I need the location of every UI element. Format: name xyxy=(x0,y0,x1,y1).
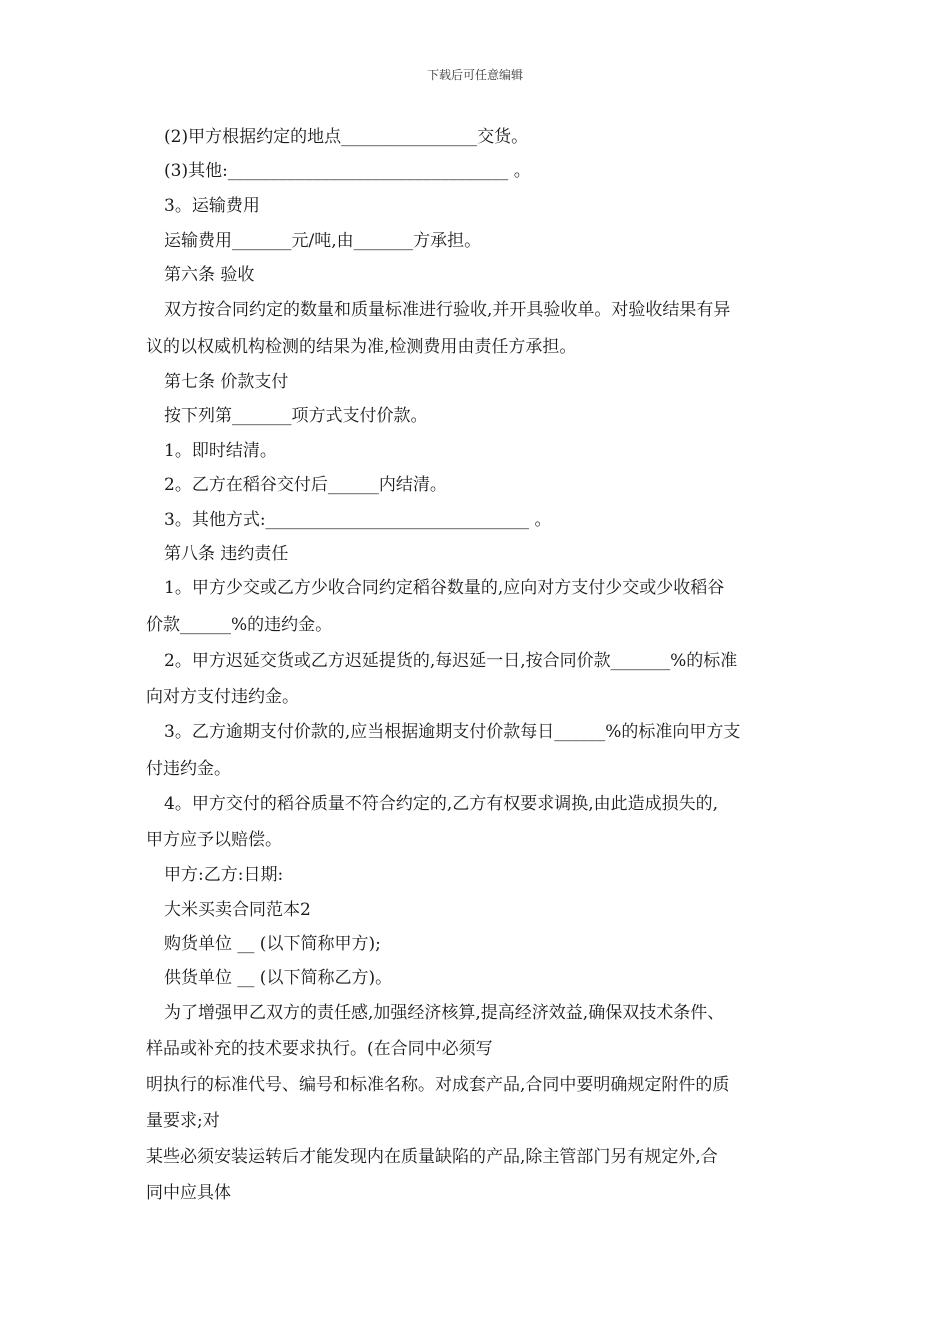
text-line: 甲方应予以赔偿。 xyxy=(146,830,282,850)
text-line: (2)甲方根据约定的地点________________交货。 xyxy=(164,127,529,147)
section-heading: 第八条 违约责任 xyxy=(164,544,289,564)
text-line: 4。甲方交付的稻谷质量不符合约定的,乙方有权要求调换,由此造成损失的, xyxy=(164,794,719,814)
document-title: 大米买卖合同范本2 xyxy=(164,900,311,920)
section-heading: 第六条 验收 xyxy=(164,265,255,285)
text-line: 3。其他方式:_______________________________ 。 xyxy=(164,510,552,530)
text-line: 双方按合同约定的数量和质量标准进行验收,并开具验收单。对验收结果有异 xyxy=(164,300,731,320)
text-line: 购货单位 __ (以下简称甲方); xyxy=(164,934,381,954)
page-header: 下载后可任意编辑 xyxy=(426,68,523,82)
text-line: 量要求;对 xyxy=(146,1111,220,1131)
section-heading: 第七条 价款支付 xyxy=(164,372,289,392)
signature-line: 甲方:乙方:日期: xyxy=(164,865,284,885)
text-line: 为了增强甲乙双方的责任感,加强经济核算,提高经济效益,确保双技术条件、 xyxy=(164,1003,725,1023)
text-line: 按下列第_______项方式支付价款。 xyxy=(164,406,428,426)
text-line: 3。运输费用 xyxy=(164,196,260,216)
text-line: 1。甲方少交或乙方少收合同约定稻谷数量的,应向对方支付少交或少收稻谷 xyxy=(164,578,725,598)
text-line: 价款______%的违约金。 xyxy=(146,615,333,635)
text-line: 2。乙方在稻谷交付后______内结清。 xyxy=(164,475,447,495)
text-line: 运输费用_______元/吨,由_______方承担。 xyxy=(164,231,482,251)
text-line: (3)其他:_________________________________ 。 xyxy=(164,161,531,181)
text-line: 供货单位 __ (以下简称乙方)。 xyxy=(164,968,393,988)
text-line: 同中应具体 xyxy=(146,1183,231,1203)
text-line: 向对方支付违约金。 xyxy=(146,687,299,707)
text-line: 议的以权威机构检测的结果为准,检测费用由责任方承担。 xyxy=(146,337,577,357)
text-line: 2。甲方迟延交货或乙方迟延提货的,每迟延一日,按合同价款_______%的标准 xyxy=(164,651,738,671)
text-line: 3。乙方逾期支付价款的,应当根据逾期支付价款每日______%的标准向甲方支 xyxy=(164,722,741,742)
text-line: 1。即时结清。 xyxy=(164,441,277,461)
text-line: 明执行的标准代号、编号和标准名称。对成套产品,合同中要明确规定附件的质 xyxy=(146,1075,730,1095)
text-line: 样品或补充的技术要求执行。(在合同中必须写 xyxy=(146,1039,493,1059)
text-line: 付违约金。 xyxy=(146,759,231,779)
text-line: 某些必须安装运转后才能发现内在质量缺陷的产品,除主管部门另有规定外,合 xyxy=(146,1147,718,1167)
